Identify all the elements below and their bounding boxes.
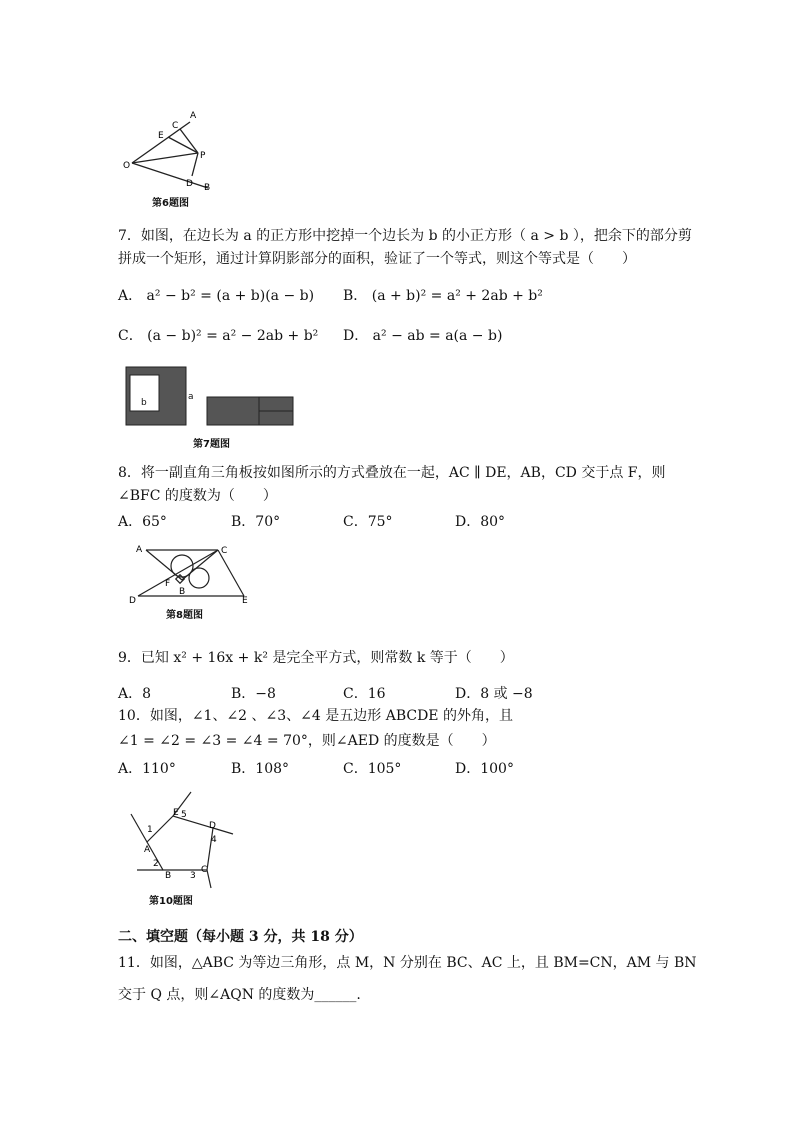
q11-text-line1: 11．如图，△ABC 为等边三角形，点 M，N 分别在 BC、AC 上，且 BM=CN，AM 与 BN — [118, 955, 697, 971]
figure-8 — [124, 542, 264, 624]
q7-option-c: C． (a − b)² = a² − 2ab + b² — [118, 328, 319, 344]
svg-text:5: 5 — [181, 810, 187, 820]
svg-text:P: P — [200, 151, 206, 161]
q9-option-c: C．16 — [343, 686, 386, 702]
svg-text:D: D — [129, 596, 136, 606]
figure-10-caption: 第10题图 — [149, 896, 193, 907]
q7-option-b: B． (a + b)² = a² + 2ab + b² — [343, 288, 543, 304]
svg-text:a: a — [188, 392, 194, 402]
svg-text:A: A — [144, 845, 151, 855]
svg-text:O: O — [123, 161, 131, 171]
figure-7-caption: 第7题图 — [193, 439, 230, 450]
svg-text:C: C — [201, 865, 208, 875]
q8-option-c: C．75° — [343, 514, 393, 530]
svg-text:E: E — [173, 808, 179, 818]
q10-text-line2: ∠1 = ∠2 = ∠3 = ∠4 = 70°，则∠AED 的度数是（ ） — [118, 733, 496, 749]
q10-option-d: D．100° — [455, 761, 514, 777]
svg-text:B: B — [204, 183, 211, 193]
section-2-title: 二、填空题（每小题 3 分，共 18 分） — [118, 929, 363, 945]
svg-text:E: E — [242, 596, 248, 606]
figure-7-diagram — [125, 365, 305, 429]
q7-option-a: A． a² − b² = (a + b)(a − b) — [118, 288, 315, 304]
q9-text-line1: 9．已知 x² + 16x + k² 是完全平方式，则常数 k 等于（ ） — [118, 650, 514, 666]
q8-option-a: A．65° — [118, 514, 167, 530]
svg-text:A: A — [136, 545, 143, 555]
svg-text:2: 2 — [153, 859, 159, 869]
svg-text:A: A — [190, 111, 197, 121]
svg-text:3: 3 — [190, 871, 196, 881]
svg-text:D: D — [209, 821, 216, 831]
q8-text-line2: ∠BFC 的度数为（ ） — [118, 488, 277, 504]
q8-option-d: D．80° — [455, 514, 506, 530]
q7-text-line1: 7．如图，在边长为 a 的正方形中挖掉一个边长为 b 的小正方形（ a > b ），把余下的部分剪 — [118, 228, 692, 244]
figure-10 — [125, 790, 245, 910]
svg-text:B: B — [165, 871, 172, 881]
svg-text:C: C — [221, 546, 228, 556]
svg-text:F: F — [165, 579, 171, 589]
q7-option-d: D． a² − ab = a(a − b) — [343, 328, 503, 344]
q10-option-a: A．110° — [118, 761, 176, 777]
figure-6 — [120, 108, 220, 209]
figure-6-diagram — [120, 108, 220, 206]
q10-option-b: B．108° — [231, 761, 290, 777]
q7-text-line2: 拼成一个矩形，通过计算阴影部分的面积，验证了一个等式，则这个等式是（ ） — [118, 251, 636, 267]
q8-option-b: B．70° — [231, 514, 281, 530]
svg-text:B: B — [179, 587, 186, 597]
q10-option-c: C．105° — [343, 761, 402, 777]
svg-text:4: 4 — [211, 835, 217, 845]
q10-text-line1: 10．如图，∠1、∠2 、∠3、∠4 是五边形 ABCDE 的外角，且 — [118, 708, 513, 724]
figure-8-caption: 第8题图 — [166, 610, 203, 621]
figure-7 — [125, 365, 305, 449]
q8-text-line1: 8．将一副直角三角板按如图所示的方式叠放在一起，AC ∥ DE，AB，CD 交于点 F，则 — [118, 465, 666, 481]
q9-option-d: D．8 或 −8 — [455, 686, 533, 702]
svg-text:D: D — [186, 179, 193, 189]
svg-text:b: b — [141, 398, 147, 408]
q11-text-line2: 交于 Q 点，则∠AQN 的度数为______. — [118, 987, 361, 1003]
figure-6-caption: 第6题图 — [152, 198, 189, 209]
figure-8-diagram — [124, 542, 264, 608]
svg-text:1: 1 — [147, 825, 153, 835]
q9-option-b: B．−8 — [231, 686, 276, 702]
svg-text:E: E — [158, 131, 164, 141]
q9-option-a: A．8 — [118, 686, 152, 702]
figure-10-diagram — [125, 790, 245, 890]
svg-text:C: C — [172, 121, 179, 131]
